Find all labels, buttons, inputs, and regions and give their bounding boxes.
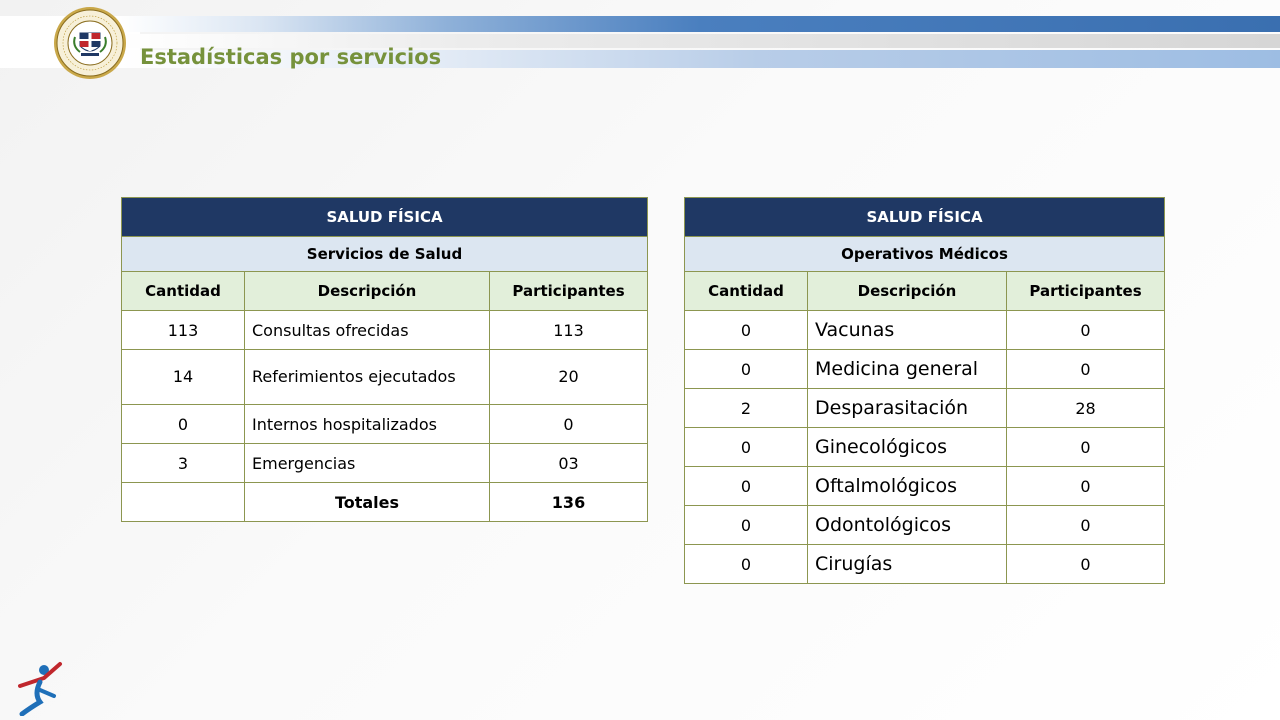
cell-descripcion: Medicina general [808,350,1007,389]
cell-descripcion: Vacunas [808,311,1007,350]
cell-cantidad: 0 [685,311,808,350]
cell-participantes: 0 [1007,311,1165,350]
table-row [122,405,648,444]
cell-cantidad: 14 [122,350,245,405]
cell-descripcion: Cirugías [808,545,1007,584]
table-row [122,311,648,350]
procuraduria-seal-icon [53,6,127,80]
totals-label: Totales [245,483,490,522]
cell-participantes: 20 [490,350,648,405]
totals-empty-cell [122,483,245,522]
cell-descripcion: Desparasitación [808,389,1007,428]
table-title: SALUD FÍSICA [685,198,1165,237]
cell-cantidad: 0 [685,545,808,584]
table-row [685,506,1165,545]
table-row [685,545,1165,584]
table-title: SALUD FÍSICA [122,198,648,237]
cell-participantes: 0 [1007,506,1165,545]
cell-cantidad: 0 [685,350,808,389]
cell-participantes: 0 [1007,350,1165,389]
cell-cantidad: 0 [122,405,245,444]
cell-cantidad: 0 [685,428,808,467]
cell-descripcion: Oftalmológicos [808,467,1007,506]
cell-participantes: 03 [490,444,648,483]
totals-value: 136 [490,483,648,522]
totals-row [122,483,648,522]
runner-logo-icon [14,660,66,716]
table-row [685,350,1165,389]
cell-cantidad: 0 [685,467,808,506]
column-header-participantes: Participantes [490,272,648,311]
cell-cantidad: 0 [685,506,808,545]
column-header-row [122,272,648,311]
column-header-descripcion: Descripción [808,272,1007,311]
cell-descripcion: Consultas ofrecidas [245,311,490,350]
cell-descripcion: Referimientos ejecutados [245,350,490,405]
table-row [685,389,1165,428]
table-subtitle: Servicios de Salud [122,237,648,272]
cell-cantidad: 2 [685,389,808,428]
cell-participantes: 28 [1007,389,1165,428]
column-header-cantidad: Cantidad [685,272,808,311]
table-row [685,467,1165,506]
header-band-blue [120,16,1280,32]
cell-descripcion: Ginecológicos [808,428,1007,467]
servicios-salud-table [121,197,648,522]
cell-participantes: 113 [490,311,648,350]
cell-participantes: 0 [1007,467,1165,506]
table-header-row [122,198,648,237]
table-row [122,350,648,405]
column-header-cantidad: Cantidad [122,272,245,311]
cell-cantidad: 3 [122,444,245,483]
table-subtitle: Operativos Médicos [685,237,1165,272]
page-title: Estadísticas por servicios [140,45,442,69]
table-subheader-row [685,237,1165,272]
column-header-row [685,272,1165,311]
cell-descripcion: Internos hospitalizados [245,405,490,444]
cell-descripcion: Odontológicos [808,506,1007,545]
cell-participantes: 0 [490,405,648,444]
table-row [685,311,1165,350]
cell-participantes: 0 [1007,545,1165,584]
table-subheader-row [122,237,648,272]
operativos-medicos-table [684,197,1165,584]
column-header-descripcion: Descripción [245,272,490,311]
column-header-participantes: Participantes [1007,272,1165,311]
cell-participantes: 0 [1007,428,1165,467]
table-row [122,444,648,483]
cell-cantidad: 113 [122,311,245,350]
table-header-row [685,198,1165,237]
table-row [685,428,1165,467]
cell-descripcion: Emergencias [245,444,490,483]
